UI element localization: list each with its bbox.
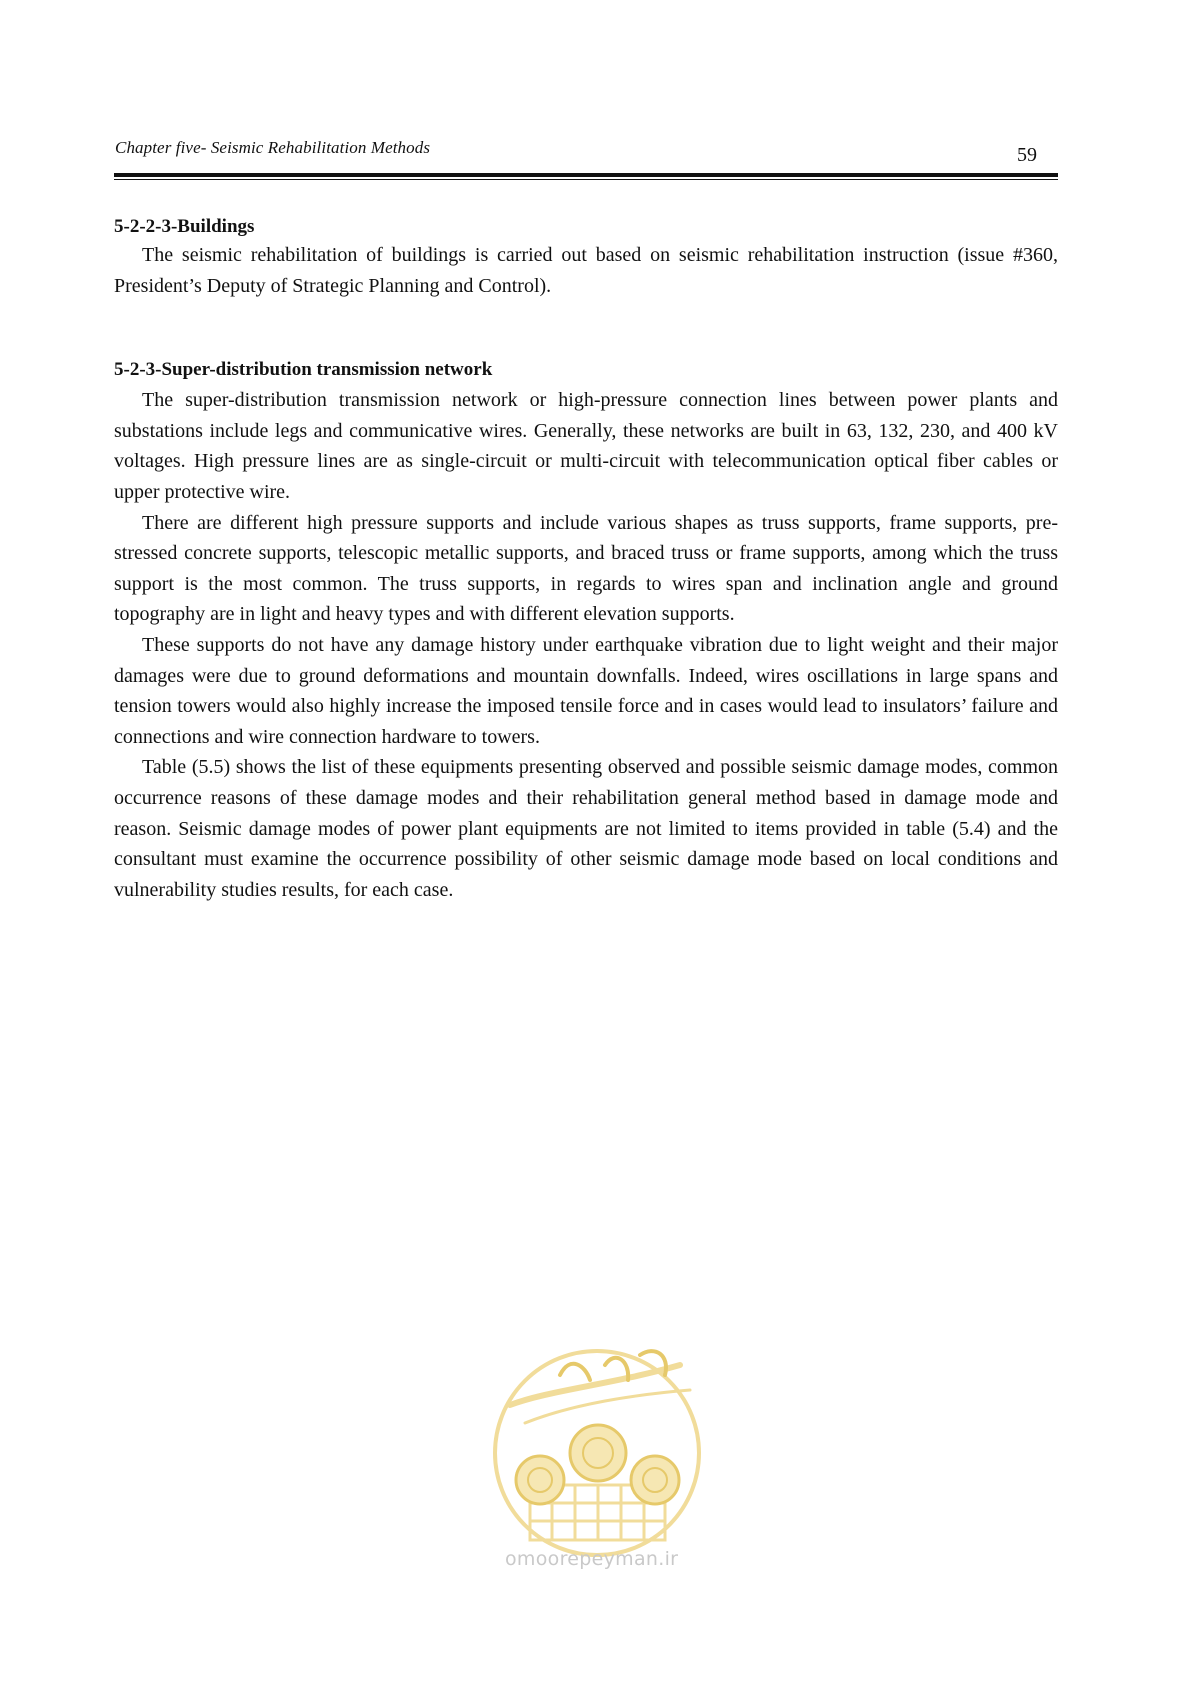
paragraph: Table (5.5) shows the list of these equipments presenting observed and possible seismic damage modes, common occurrence reasons of these damage modes and their rehabilitation general method based in damage mode and reason. Seismic damage modes of power plant equipments are not limited to items provided in table (5.4) and the consultant must examine the occurrence possibility of other seismic damage mode based on local conditions and vulnerability studies results, for each case. [114,756,1058,901]
watermark-logo [490,1335,705,1575]
paragraph: There are different high pressure supports and include various shapes as truss supports, frame supports, pre-stressed concrete supports, telescopic metallic supports, and braced truss or frame supports, among which the truss support is the most common. The truss supports, in regards to wires span and inclination angle and ground topography are in light and heavy types and with different elevation supports. [114,511,1058,626]
paragraph: These supports do not have any damage history under earthquake vibration due to light weight and their major damages were due to ground deformations and mountain downfalls. Indeed, wires oscillations in large spans and tension towers would also highly increase the imposed tensile force and in cases would lead to insulators’ failure and connections and wire connection hardware to towers. [114,633,1058,748]
section-heading-buildings: 5-2-2-3-Buildings [114,216,255,237]
paragraph: The seismic rehabilitation of buildings is carried out based on seismic rehabilitation instruction (issue #360, President’s Deputy of Strategic Planning and Control). [114,244,1058,297]
body-content [114,214,1058,905]
paragraph: The super-distribution transmission network or high-pressure connection lines between power plants and substations include legs and communicative wires. Generally, these networks are built in 63, 132, 230, and 400 kV voltages. High pressure lines are as single-circuit or multi-circuit with telecommunication optical fiber cables or upper protective wire. [114,389,1058,503]
section-heading-transmission-network: 5-2-3-Super-distribution transmission network [114,359,493,381]
running-header [115,134,1057,174]
header-rule-thin [114,179,1058,180]
section-spacer [114,301,1058,357]
header-rule-thick [114,173,1058,177]
watermark-url: omoorepeyman.ir [505,1548,679,1570]
page-number: 59 [1017,144,1037,166]
chapter-title: Chapter five- Seismic Rehabilitation Methods [115,138,431,157]
